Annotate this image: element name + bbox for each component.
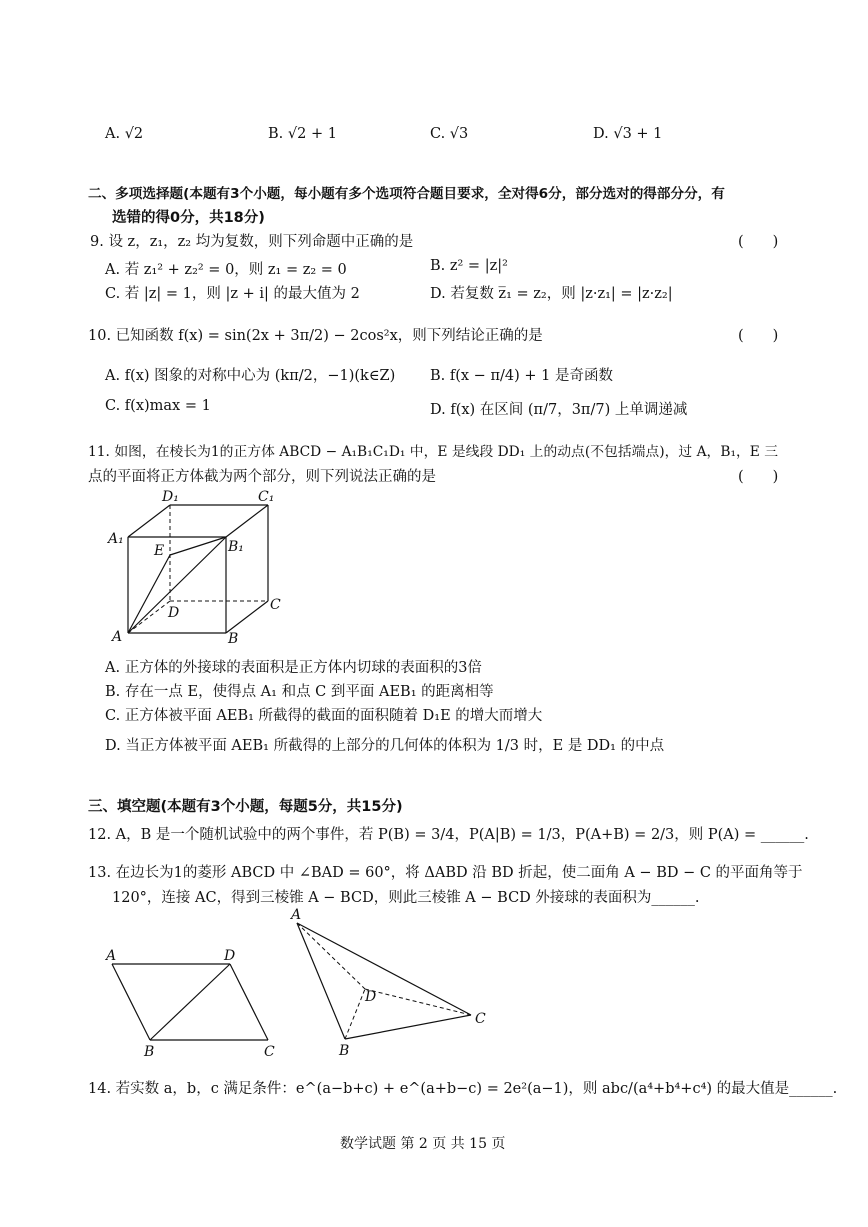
q13-line2: 120°，连接 AC，得到三棱锥 A − BCD，则此三棱锥 A − BCD 外接球的表面积为______.	[112, 890, 700, 906]
label-a: A	[106, 948, 117, 964]
q10-option-a: A. f(x) 图象的对称中心为 (kπ/2，−1)(k∈Z)	[105, 368, 396, 384]
q9-option-a: A. 若 z₁² + z₂² = 0，则 z₁ = z₂ = 0	[105, 262, 347, 278]
q11-stem-line2: 点的平面将正方体截为两个部分，则下列说法正确的是	[88, 469, 436, 485]
label-d: D	[365, 989, 377, 1005]
q11-stem-line1: 11. 如图，在棱长为1的正方体 ABCD − A₁B₁C₁D₁ 中，E 是线段 DD₁ 上的动点(不包括端点)，过 A，B₁，E 三	[88, 444, 779, 460]
edge-bc	[345, 1015, 471, 1039]
edge-a1d1	[128, 505, 170, 537]
q8-option-b: B. √2 + 1	[268, 126, 337, 142]
q10-option-d: D. f(x) 在区间 (π/7，3π/7) 上单调递减	[430, 402, 688, 418]
edge-ac	[297, 923, 471, 1015]
q12-text: 12. A，B 是一个随机试验中的两个事件，若 P(B) = 3/4，P(A|B) = 1/3，P(A+B) = 2/3，则 P(A) = ______.	[88, 827, 809, 843]
diagonal-bd	[150, 964, 230, 1040]
q8-option-a: A. √2	[105, 126, 144, 142]
q10-option-b: B. f(x − π/4) + 1 是奇函数	[430, 368, 613, 384]
q11-option-d: D. 当正方体被平面 AEB₁ 所截得的上部分的几何体的体积为 1/3 时，E 是 DD₁ 的中点	[105, 738, 665, 754]
rhombus-figure	[100, 940, 290, 1065]
label-d: D	[168, 605, 180, 621]
section3-title: 三、填空题(本题有3个小题，每题5分，共15分)	[88, 799, 403, 815]
page-footer: 数学试题 第 2 页 共 15 页	[340, 1136, 506, 1152]
label-b1: B₁	[228, 539, 244, 555]
label-c: C	[270, 597, 281, 613]
label-a: A	[291, 907, 302, 923]
q10-option-c: C. f(x)max = 1	[105, 398, 211, 414]
label-a1: A₁	[108, 531, 124, 547]
label-a: A	[112, 629, 123, 645]
segment-ae	[128, 555, 170, 633]
hidden-edge-ad	[297, 923, 365, 989]
q11-option-a: A. 正方体的外接球的表面积是正方体内切球的表面积的3倍	[105, 660, 482, 676]
cube-figure	[100, 485, 300, 645]
hidden-edge-bd	[345, 989, 365, 1039]
q9-option-b: B. z² = |z|²	[430, 258, 508, 274]
q14-text: 14. 若实数 a，b，c 满足条件：e^(a−b+c) + e^(a+b−c) = 2e²(a−1)，则 abc/(a⁴+b⁴+c⁴) 的最大值是______.	[88, 1081, 838, 1097]
q10-stem: 10. 已知函数 f(x) = sin(2x + 3π/2) − 2cos²x，则下列结论正确的是	[88, 328, 543, 344]
tetrahedron-figure	[285, 905, 500, 1060]
section2-title-line2: 选错的得0分，共18分)	[112, 210, 265, 226]
edge-c1b1	[226, 505, 268, 537]
q9-option-d: D. 若复数 z̅₁ = z₂，则 |z·z₁| = |z·z₂|	[430, 286, 673, 302]
label-b: B	[144, 1044, 155, 1060]
hidden-edge-da	[128, 601, 170, 633]
label-c: C	[264, 1044, 275, 1060]
label-b: B	[339, 1043, 350, 1059]
q11-option-b: B. 存在一点 E，使得点 A₁ 和点 C 到平面 AEB₁ 的距离相等	[105, 684, 494, 700]
q10-answer-paren: ( )	[738, 328, 779, 344]
q13-line1: 13. 在边长为1的菱形 ABCD 中 ∠BAD = 60°，将 ΔABD 沿 BD 折起，使二面角 A − BD − C 的平面角等于	[88, 865, 803, 881]
label-e: E	[154, 543, 165, 559]
edge-ab	[112, 964, 150, 1040]
label-c1: C₁	[258, 489, 275, 505]
label-d1: D₁	[162, 489, 179, 505]
label-b: B	[228, 631, 239, 645]
q11-option-c: C. 正方体被平面 AEB₁ 所截得的截面的面积随着 D₁E 的增大而增大	[105, 708, 543, 724]
edge-ab	[297, 923, 345, 1039]
q9-answer-paren: ( )	[738, 234, 779, 250]
label-d: D	[224, 948, 236, 964]
edge-dc	[230, 964, 268, 1040]
q8-option-d: D. √3 + 1	[593, 126, 663, 142]
q8-option-c: C. √3	[430, 126, 469, 142]
hidden-edge-dc	[365, 989, 471, 1015]
label-c: C	[475, 1011, 486, 1027]
section2-title-line1: 二、多项选择题(本题有3个小题，每小题有多个选项符合题目要求，全对得6分，部分选对的得部分分，有	[88, 186, 725, 202]
q9-option-c: C. 若 |z| = 1，则 |z + i| 的最大值为 2	[105, 286, 360, 302]
edge-cb	[226, 601, 268, 633]
q9-stem: 9. 设 z，z₁，z₂ 均为复数，则下列命题中正确的是	[90, 234, 414, 250]
q11-answer-paren: ( )	[738, 469, 779, 485]
